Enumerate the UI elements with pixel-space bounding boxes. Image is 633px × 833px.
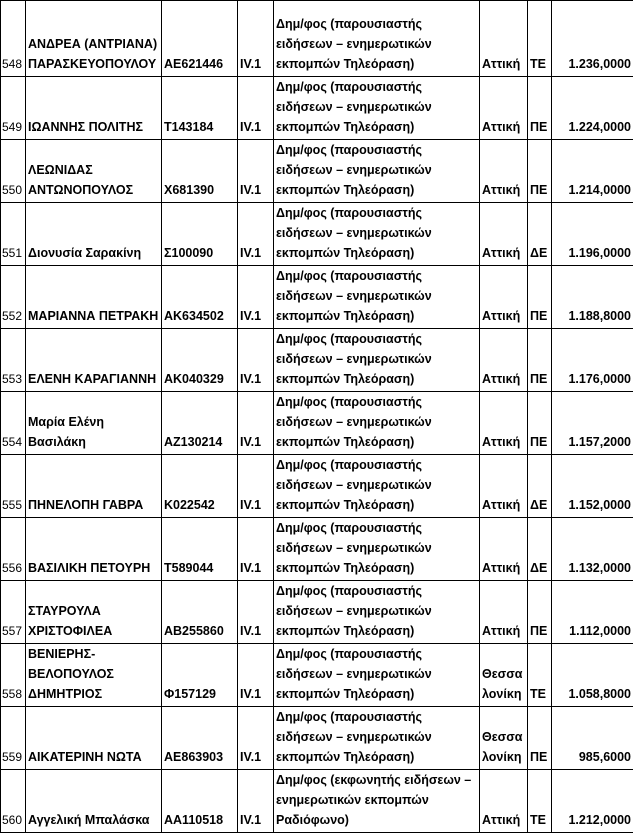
score: 1.212,0000 bbox=[552, 770, 633, 833]
position-code: IV.1 bbox=[238, 329, 274, 392]
education-level: ΠΕ bbox=[528, 707, 552, 770]
candidate-name: ΑΝΔΡΕΑ (ΑΝΤΡΙΑΝΑ) ΠΑΡΑΣΚΕΥΟΠΟΥΛΟΥ bbox=[26, 1, 162, 77]
id-number: Τ589044 bbox=[162, 518, 238, 581]
region: Αττική bbox=[480, 329, 528, 392]
id-number: ΑΚ634502 bbox=[162, 266, 238, 329]
region: Αττική bbox=[480, 140, 528, 203]
row-number: 558 bbox=[1, 644, 26, 707]
region: Θεσσαλονίκη bbox=[480, 707, 528, 770]
score: 1.176,0000 bbox=[552, 329, 633, 392]
row-number: 548 bbox=[1, 1, 26, 77]
position-code: IV.1 bbox=[238, 392, 274, 455]
education-level: ΔΕ bbox=[528, 455, 552, 518]
id-number: ΑΒ255860 bbox=[162, 581, 238, 644]
region: Αττική bbox=[480, 455, 528, 518]
position-code: IV.1 bbox=[238, 140, 274, 203]
id-number: Σ100090 bbox=[162, 203, 238, 266]
row-number: 555 bbox=[1, 455, 26, 518]
education-level: ΔΕ bbox=[528, 203, 552, 266]
id-number: Τ143184 bbox=[162, 77, 238, 140]
position-title: Δημ/φος (παρουσιαστής ειδήσεων – ενημερωτικών εκπομπών Τηλεόραση) bbox=[274, 392, 480, 455]
score: 1.152,0000 bbox=[552, 455, 633, 518]
score: 1.058,8000 bbox=[552, 644, 633, 707]
row-number: 553 bbox=[1, 329, 26, 392]
table-row bbox=[1, 77, 633, 140]
id-number: Κ022542 bbox=[162, 455, 238, 518]
row-number: 557 bbox=[1, 581, 26, 644]
row-number: 559 bbox=[1, 707, 26, 770]
education-level: ΠΕ bbox=[528, 392, 552, 455]
table-row bbox=[1, 455, 633, 518]
table-row bbox=[1, 644, 633, 707]
candidate-name: Αγγελική Μπαλάσκα bbox=[26, 770, 162, 833]
position-code: IV.1 bbox=[238, 455, 274, 518]
candidate-name: Μαρία Ελένη Βασιλάκη bbox=[26, 392, 162, 455]
score: 1.157,2000 bbox=[552, 392, 633, 455]
id-number: ΑΕ621446 bbox=[162, 1, 238, 77]
education-level: ΤΕ bbox=[528, 770, 552, 833]
education-level: ΠΕ bbox=[528, 77, 552, 140]
table-body bbox=[1, 1, 633, 833]
position-title: Δημ/φος (παρουσιαστής ειδήσεων – ενημερωτικών εκπομπών Τηλεόραση) bbox=[274, 518, 480, 581]
candidate-name: ΒΑΣΙΛΙΚΗ ΠΕΤΟΥΡΗ bbox=[26, 518, 162, 581]
table-row bbox=[1, 392, 633, 455]
position-code: IV.1 bbox=[238, 203, 274, 266]
position-title: Δημ/φος (παρουσιαστής ειδήσεων – ενημερωτικών εκπομπών Τηλεόραση) bbox=[274, 77, 480, 140]
row-number: 550 bbox=[1, 140, 26, 203]
row-number: 556 bbox=[1, 518, 26, 581]
position-code: IV.1 bbox=[238, 77, 274, 140]
position-title: Δημ/φος (παρουσιαστής ειδήσεων – ενημερωτικών εκπομπών Τηλεόραση) bbox=[274, 140, 480, 203]
position-title: Δημ/φος (παρουσιαστής ειδήσεων – ενημερωτικών εκπομπών Τηλεόραση) bbox=[274, 455, 480, 518]
table-row bbox=[1, 518, 633, 581]
education-level: ΠΕ bbox=[528, 329, 552, 392]
position-code: IV.1 bbox=[238, 707, 274, 770]
position-code: IV.1 bbox=[238, 1, 274, 77]
candidate-name: ΙΩΑΝΝΗΣ ΠΟΛΙΤΗΣ bbox=[26, 77, 162, 140]
education-level: ΤΕ bbox=[528, 1, 552, 77]
education-level: ΠΕ bbox=[528, 266, 552, 329]
id-number: Φ157129 bbox=[162, 644, 238, 707]
position-title: Δημ/φος (εκφωνητής ειδήσεων – ενημερωτικών εκπομπών Ραδιόφωνο) bbox=[274, 770, 480, 833]
table-row bbox=[1, 140, 633, 203]
region: Αττική bbox=[480, 392, 528, 455]
position-code: IV.1 bbox=[238, 581, 274, 644]
education-level: ΤΕ bbox=[528, 644, 552, 707]
candidate-name: ΜΑΡΙΑΝΝΑ ΠΕΤΡΑΚΗ bbox=[26, 266, 162, 329]
table-row bbox=[1, 707, 633, 770]
position-title: Δημ/φος (παρουσιαστής ειδήσεων – ενημερωτικών εκπομπών Τηλεόραση) bbox=[274, 266, 480, 329]
candidate-name: ΣΤΑΥΡΟΥΛΑ ΧΡΙΣΤΟΦΙΛΕΑ bbox=[26, 581, 162, 644]
id-number: ΑΑ110518 bbox=[162, 770, 238, 833]
score: 1.112,0000 bbox=[552, 581, 633, 644]
table-row bbox=[1, 581, 633, 644]
position-title: Δημ/φος (παρουσιαστής ειδήσεων – ενημερωτικών εκπομπών Τηλεόραση) bbox=[274, 581, 480, 644]
table-row bbox=[1, 329, 633, 392]
score: 1.132,0000 bbox=[552, 518, 633, 581]
region: Αττική bbox=[480, 266, 528, 329]
candidate-name: ΑΙΚΑΤΕΡΙΝΗ ΝΩΤΑ bbox=[26, 707, 162, 770]
score: 1.196,0000 bbox=[552, 203, 633, 266]
row-number: 560 bbox=[1, 770, 26, 833]
table-row bbox=[1, 1, 633, 77]
candidate-name: ΛΕΩΝΙΔΑΣ ΑΝΤΩΝΟΠΟΥΛΟΣ bbox=[26, 140, 162, 203]
id-number: ΑΖ130214 bbox=[162, 392, 238, 455]
position-title: Δημ/φος (παρουσιαστής ειδήσεων – ενημερωτικών εκπομπών Τηλεόραση) bbox=[274, 203, 480, 266]
region: Αττική bbox=[480, 518, 528, 581]
candidate-name: ΠΗΝΕΛΟΠΗ ΓΑΒΡΑ bbox=[26, 455, 162, 518]
row-number: 554 bbox=[1, 392, 26, 455]
region: Θεσσαλονίκη bbox=[480, 644, 528, 707]
score: 1.188,8000 bbox=[552, 266, 633, 329]
position-code: IV.1 bbox=[238, 518, 274, 581]
id-number: ΑΕ863903 bbox=[162, 707, 238, 770]
candidate-name: ΕΛΕΝΗ ΚΑΡΑΓΙΑΝΝΗ bbox=[26, 329, 162, 392]
score: 985,6000 bbox=[552, 707, 633, 770]
id-number: Χ681390 bbox=[162, 140, 238, 203]
candidate-name: ΒΕΝΙΕΡΗΣ-ΒΕΛΟΠΟΥΛΟΣ ΔΗΜΗΤΡΙΟΣ bbox=[26, 644, 162, 707]
row-number: 551 bbox=[1, 203, 26, 266]
id-number: ΑΚ040329 bbox=[162, 329, 238, 392]
position-title: Δημ/φος (παρουσιαστής ειδήσεων – ενημερωτικών εκπομπών Τηλεόραση) bbox=[274, 329, 480, 392]
row-number: 552 bbox=[1, 266, 26, 329]
table-row bbox=[1, 266, 633, 329]
region: Αττική bbox=[480, 77, 528, 140]
score: 1.214,0000 bbox=[552, 140, 633, 203]
region: Αττική bbox=[480, 203, 528, 266]
table-row bbox=[1, 203, 633, 266]
position-title: Δημ/φος (παρουσιαστής ειδήσεων – ενημερωτικών εκπομπών Τηλεόραση) bbox=[274, 1, 480, 77]
position-title: Δημ/φος (παρουσιαστής ειδήσεων – ενημερωτικών εκπομπών Τηλεόραση) bbox=[274, 707, 480, 770]
position-code: IV.1 bbox=[238, 770, 274, 833]
education-level: ΠΕ bbox=[528, 581, 552, 644]
education-level: ΔΕ bbox=[528, 518, 552, 581]
score: 1.224,0000 bbox=[552, 77, 633, 140]
score: 1.236,0000 bbox=[552, 1, 633, 77]
region: Αττική bbox=[480, 1, 528, 77]
position-code: IV.1 bbox=[238, 644, 274, 707]
education-level: ΠΕ bbox=[528, 140, 552, 203]
row-number: 549 bbox=[1, 77, 26, 140]
position-title: Δημ/φος (παρουσιαστής ειδήσεων – ενημερωτικών εκπομπών Τηλεόραση) bbox=[274, 644, 480, 707]
candidate-name: Διονυσία Σαρακίνη bbox=[26, 203, 162, 266]
position-code: IV.1 bbox=[238, 266, 274, 329]
region: Αττική bbox=[480, 581, 528, 644]
table-row bbox=[1, 770, 633, 833]
region: Αττική bbox=[480, 770, 528, 833]
